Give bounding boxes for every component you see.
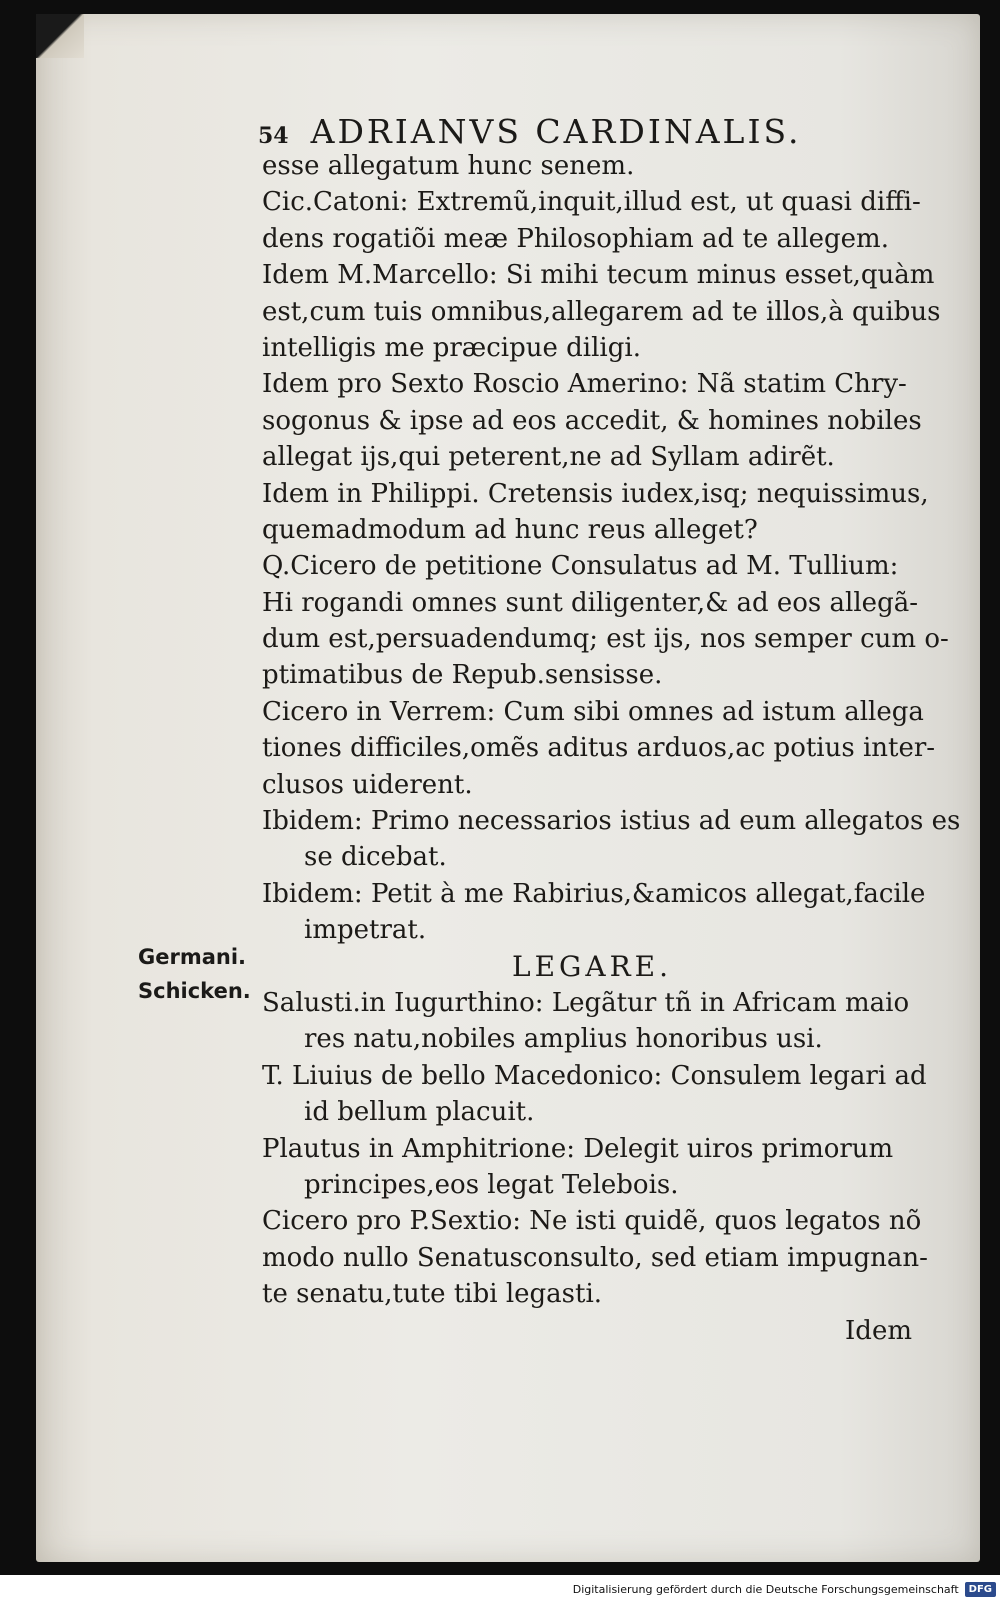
footer-credit: Digitalisierung gefördert durch die Deutsche Forschungsgemeinschaft: [572, 1582, 959, 1596]
text-line: Idem M.Marcello: Si mihi tecum minus esset,quàm: [262, 260, 935, 291]
text-line: ptimatibus de Repub.sensisse.: [262, 660, 663, 691]
page-body: [262, 148, 961, 1349]
text-line: Idem in Philippi. Cretensis iudex,isq; nequissimus,: [262, 478, 929, 509]
footer: [573, 1579, 996, 1599]
folded-page-corner: [36, 14, 84, 58]
text-line: intelligis me præcipue diligi.: [262, 332, 641, 363]
text-line: Ibidem: Primo necessarios istius ad eum allegatos es: [262, 806, 961, 837]
text-line: tiones difficiles,omẽs aditus arduos,ac potius inter-: [262, 733, 936, 764]
text-line: Cicero pro P.Sextio: Ne isti quidẽ, quos legatos nõ: [262, 1206, 922, 1237]
text-line: sogonus & ipse ad eos accedit, & homines nobiles: [262, 405, 922, 436]
catchword: Idem: [845, 1315, 912, 1346]
text-line: Idem pro Sexto Roscio Amerino: Nã statim Chry-: [262, 369, 907, 400]
text-line: Hi rogandi omnes sunt diligenter,& ad eos allegã-: [262, 587, 918, 618]
text-line: Salusti.in Iugurthino: Legãtur tñ in Africam maio: [262, 987, 910, 1018]
text-line: principes,eos legat Telebois.: [304, 1169, 679, 1200]
text-line: Ibidem: Petit à me Rabirius,&amicos allegat,facile: [262, 878, 926, 909]
text-line: Cic.Catoni: Extremũ,inquit,illud est, ut quasi diffi-: [262, 187, 921, 218]
margin-note-schicken: Schicken.: [138, 979, 251, 1003]
text-line: Plautus in Amphitrione: Delegit uiros primorum: [262, 1133, 894, 1164]
text-line: dum est,persuadendumq; est ijs, nos semper cum o-: [262, 624, 949, 655]
text-line: res natu,nobiles amplius honoribus usi.: [304, 1024, 823, 1055]
dfg-logo-icon: DFG: [965, 1582, 996, 1597]
text-line: Q.Cicero de petitione Consulatus ad M. Tullium:: [262, 551, 899, 582]
text-line: te senatu,tute tibi legasti.: [262, 1279, 603, 1310]
text-line: id bellum placuit.: [304, 1097, 535, 1128]
text-line: est,cum tuis omnibus,allegarem ad te illos,à quibus: [262, 296, 941, 327]
text-line: esse allegatum hunc senem.: [262, 151, 635, 181]
text-line: Cicero in Verrem: Cum sibi omnes ad istum allega: [262, 696, 924, 727]
text-line: clusos uiderent.: [262, 769, 473, 800]
text-line: modo nullo Senatusconsulto, sed etiam impugnan-: [262, 1242, 928, 1273]
text-line: dens rogatiõi meæ Philosophiam ad te allegem.: [262, 223, 889, 254]
margin-notes: [138, 940, 260, 1008]
text-line: allegat ijs,qui peterent,ne ad Syllam adirẽt.: [262, 442, 835, 473]
margin-note-germani: Germani.: [138, 945, 247, 969]
text-line: se dicebat.: [304, 842, 447, 873]
running-title: ADRIANVS CARDINALIS.: [310, 112, 802, 151]
text-line: T. Liuius de bello Macedonico: Consulem legari ad: [262, 1060, 927, 1091]
section-heading: LEGARE.: [511, 949, 673, 983]
page-number: 54: [258, 123, 289, 149]
text-line: quemadmodum ad hunc reus alleget?: [262, 514, 758, 545]
running-head: [258, 112, 878, 152]
text-line: impetrat.: [304, 915, 427, 946]
